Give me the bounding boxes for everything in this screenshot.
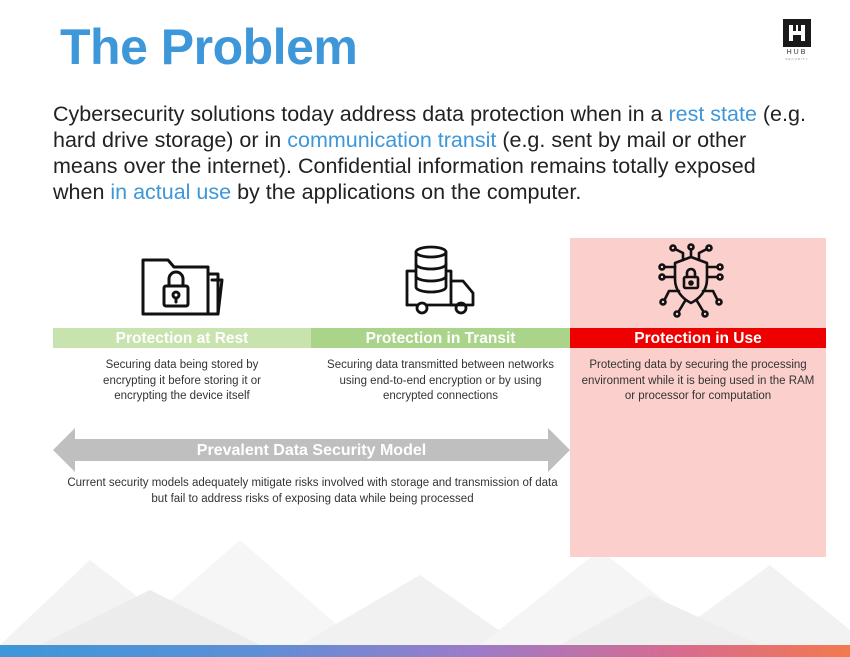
data-truck-icon bbox=[403, 243, 478, 318]
header-protection-at-rest: Protection at Rest bbox=[53, 328, 311, 348]
logo-text: HUB bbox=[786, 49, 808, 56]
slide-title: The Problem bbox=[60, 19, 358, 75]
prevalent-model-description: Current security models adequately mitigate risks involved with storage and transmission of data but fail to address risks of exposing data while being processed bbox=[67, 477, 558, 505]
intro-text-1: Cybersecurity solutions today address data protection when in a bbox=[53, 102, 669, 126]
header-protection-in-transit: Protection in Transit bbox=[311, 328, 570, 348]
description-protection-in-use: Protecting data by securing the processing environment while it is being used in the RAM or processor for computation bbox=[581, 359, 815, 402]
prevalent-model-label: Prevalent Data Security Model bbox=[196, 442, 427, 459]
intro-text-3: (e.g. sent by mail or other means over the internet). Confidential information remains totally exposed when bbox=[53, 128, 756, 204]
bottom-gradient-bar bbox=[0, 645, 850, 657]
locked-folder-icon bbox=[138, 250, 228, 320]
intro-text-4: by the applications on the computer. bbox=[231, 180, 582, 204]
logo-subtext: SECURITY bbox=[785, 57, 809, 61]
hub-logo bbox=[782, 19, 812, 63]
header-protection-in-use: Protection in Use bbox=[570, 328, 826, 348]
circuit-shield-icon bbox=[655, 243, 727, 319]
hub-logo-mark-icon bbox=[783, 19, 811, 47]
intro-text-2: (e.g. hard drive storage) or in bbox=[53, 102, 806, 152]
description-protection-in-transit: Securing data transmitted between networks using end-to-end encryption or by using encrypted connections bbox=[327, 359, 554, 402]
highlight-rest-state: rest state bbox=[668, 102, 757, 126]
highlight-in-actual-use: in actual use bbox=[110, 180, 232, 204]
highlight-communication-transit: communication transit bbox=[287, 128, 497, 152]
intro-paragraph bbox=[53, 101, 813, 205]
description-protection-at-rest: Securing data being stored by encrypting it before storing it or encrypting the device itself bbox=[103, 359, 261, 402]
